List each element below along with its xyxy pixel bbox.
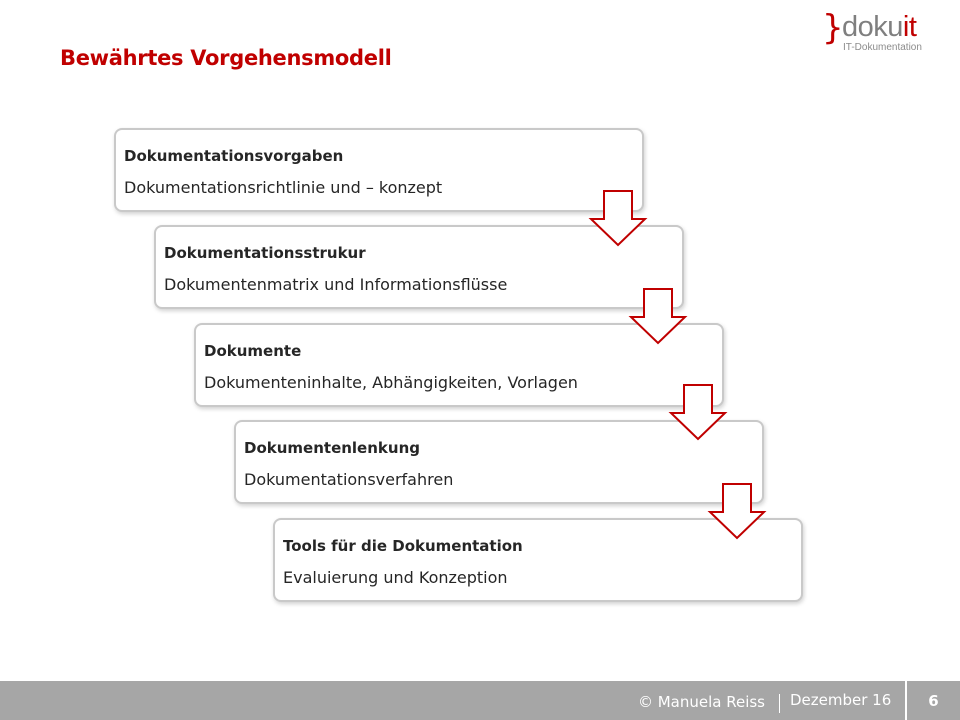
step-heading: Dokumentationsstrukur [164,244,366,262]
logo-word-main: doku [842,11,903,43]
step-heading: Tools für die Dokumentation [283,537,523,555]
page-number: 6 [928,692,939,710]
step-description: Dokumentenmatrix und Informationsflüsse [164,275,508,294]
step-heading: Dokumente [204,342,302,360]
down-arrow-icon [628,287,688,345]
logo-subtitle: IT-Dokumentation [843,42,922,53]
step-box-1 [114,128,644,212]
footer-divider [779,694,780,713]
dokuit-logo [822,10,947,56]
down-arrow-icon [588,189,648,247]
step-description: Dokumenteninhalte, Abhängigkeiten, Vorlagen [204,373,578,392]
down-arrow-icon [668,383,728,441]
footer-date: Dezember 16 [790,691,892,709]
footer-copyright: © Manuela Reiss [637,693,765,711]
step-description: Evaluierung und Konzeption [283,568,508,587]
step-description: Dokumentationsrichtlinie und – konzept [124,178,443,197]
footer-bar [0,681,960,720]
step-heading: Dokumentenlenkung [244,439,420,457]
step-heading: Dokumentationsvorgaben [124,147,344,165]
logo-wordmark [842,11,916,44]
step-description: Dokumentationsverfahren [244,470,454,489]
logo-word-accent: it [902,11,917,43]
logo-brace: } [822,8,844,48]
down-arrow-icon [707,482,767,540]
slide-title: Bewährtes Vorgehensmodell [60,46,392,70]
